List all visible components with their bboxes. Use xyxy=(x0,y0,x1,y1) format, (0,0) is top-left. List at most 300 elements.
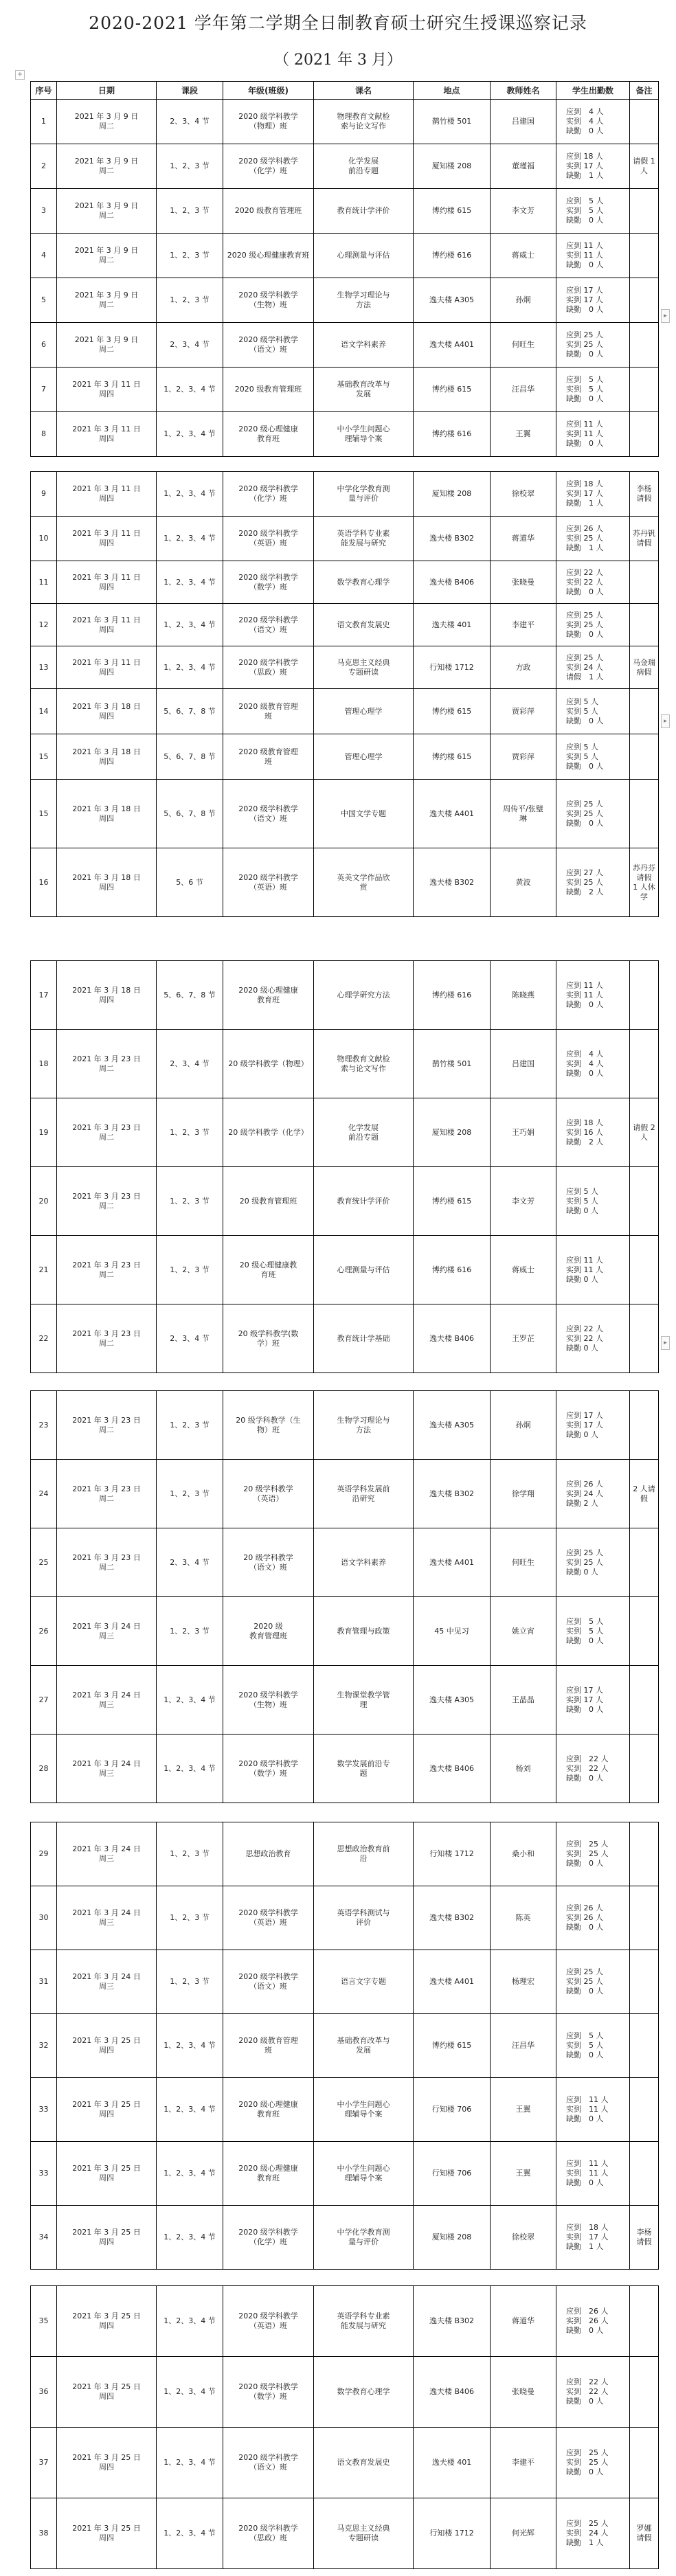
row-grade: 2020 级学科教学 （英语）班 xyxy=(223,517,314,561)
row-note xyxy=(630,368,659,412)
row-note xyxy=(630,961,659,1030)
row-period: 1、2、3 节 xyxy=(157,189,223,234)
row-note xyxy=(630,1950,659,2014)
row-period: 1、2、3 节 xyxy=(157,278,223,323)
row-teacher: 孙炯 xyxy=(491,1391,556,1460)
row-grade: 2020 级学科教学 （语文）班 xyxy=(223,780,314,848)
row-attendance: 应到 25 人 实到 25 人 缺勤 0 人 xyxy=(556,1528,630,1597)
row-course: 语文学科素养 xyxy=(314,1528,414,1597)
row-note xyxy=(630,323,659,368)
table-row xyxy=(31,1304,659,1373)
table-row xyxy=(31,1735,659,1803)
row-place: 逸夫楼 B302 xyxy=(414,848,491,917)
table-row xyxy=(31,1391,659,1460)
row-attendance: 应到 5 人 实到 5 人 缺勤 0 人 xyxy=(556,2014,630,2078)
row-note xyxy=(630,412,659,457)
row-course: 物理教育文献检 索与论文写作 xyxy=(314,100,414,144)
table-row xyxy=(31,472,659,517)
row-grade: 2020 级学科教学 （英语）班 xyxy=(223,848,314,917)
table-row xyxy=(31,189,659,234)
table-row xyxy=(31,323,659,368)
row-note xyxy=(630,1666,659,1735)
row-date: 2021 年 3 月 25 日 周四 xyxy=(57,2206,157,2270)
row-course: 语文学科素养 xyxy=(314,323,414,368)
row-date: 2021 年 3 月 18 日 周四 xyxy=(57,961,157,1030)
table-row xyxy=(31,961,659,1030)
row-period: 1、2、3 节 xyxy=(157,1460,223,1528)
row-place: 逸夫楼 B406 xyxy=(414,1735,491,1803)
row-teacher: 陈晓燕 xyxy=(491,961,556,1030)
row-course: 生物学习理论与 方法 xyxy=(314,1391,414,1460)
row-note: 苏丹钒 请假 xyxy=(630,517,659,561)
row-date: 2021 年 3 月 11 日 周四 xyxy=(57,561,157,604)
row-period: 1、2、3、4 节 xyxy=(157,561,223,604)
row-teacher: 李建平 xyxy=(491,2428,556,2498)
row-grade: 20 级学科教学(数 学）班 xyxy=(223,1304,314,1373)
row-place: 逸夫楼 401 xyxy=(414,604,491,646)
row-grade: 2020 级学科教学 （化学）班 xyxy=(223,144,314,189)
row-period: 2、3、4 节 xyxy=(157,1304,223,1373)
row-number: 33 xyxy=(31,2142,57,2206)
row-note xyxy=(630,1030,659,1098)
row-number: 26 xyxy=(31,1597,57,1666)
row-teacher: 吕建国 xyxy=(491,1030,556,1098)
row-teacher: 何光辉 xyxy=(491,2498,556,2569)
column-header: 序号 xyxy=(31,82,57,100)
row-note xyxy=(630,2142,659,2206)
row-teacher: 王翼 xyxy=(491,2078,556,2142)
side-expand-icon[interactable]: ▸ xyxy=(661,309,670,323)
table-row xyxy=(31,604,659,646)
row-date: 2021 年 3 月 23 日 周二 xyxy=(57,1098,157,1167)
row-course: 心理测量与评估 xyxy=(314,1236,414,1304)
row-period: 1、2、3、4 节 xyxy=(157,517,223,561)
row-place: 逸夫楼 A305 xyxy=(414,1666,491,1735)
row-place: 逸夫楼 B302 xyxy=(414,2286,491,2357)
table-row xyxy=(31,2428,659,2498)
row-place: 逸夫楼 A305 xyxy=(414,278,491,323)
table-header-row xyxy=(31,82,659,100)
row-teacher: 蒋道华 xyxy=(491,517,556,561)
row-course: 中国文学专题 xyxy=(314,780,414,848)
row-date: 2021 年 3 月 24 日 周三 xyxy=(57,1822,157,1886)
row-attendance: 应到 27 人 实到 25 人 缺勤 2 人 xyxy=(556,848,630,917)
row-place: 逸夫楼 401 xyxy=(414,2428,491,2498)
row-note xyxy=(630,234,659,278)
row-attendance: 应到 25 人 实到 25 人 缺勤 0 人 xyxy=(556,604,630,646)
row-teacher: 姚立宵 xyxy=(491,1597,556,1666)
row-period: 1、2、3、4 节 xyxy=(157,2428,223,2498)
row-attendance: 应到 25 人 实到 24 人 请假 1 人 xyxy=(556,646,630,689)
row-attendance: 应到 17 人 实到 17 人 缺勤 0 人 xyxy=(556,278,630,323)
table-row xyxy=(31,412,659,457)
table-row xyxy=(31,2142,659,2206)
row-course: 数学发展前沿专 题 xyxy=(314,1735,414,1803)
table-row xyxy=(31,278,659,323)
row-number: 2 xyxy=(31,144,57,189)
row-teacher: 徐学翔 xyxy=(491,1460,556,1528)
table-row xyxy=(31,1460,659,1528)
row-teacher: 李文芳 xyxy=(491,1167,556,1236)
row-grade: 2020 级学科教学 （思政）班 xyxy=(223,646,314,689)
row-period: 1、2、3、4 节 xyxy=(157,1666,223,1735)
row-period: 2、3、4 节 xyxy=(157,100,223,144)
row-number: 24 xyxy=(31,1460,57,1528)
row-attendance: 应到 22 人 实到 22 人 缺勤 0 人 xyxy=(556,1304,630,1373)
row-attendance: 应到 11 人 实到 11 人 缺勤 0 人 xyxy=(556,412,630,457)
page-title: 2020-2021 学年第二学期全日制教育硕士研究生授课巡察记录 xyxy=(89,13,587,33)
row-place: 鹊竹楼 501 xyxy=(414,1030,491,1098)
row-attendance: 应到 25 人 实到 25 人 缺勤 0 人 xyxy=(556,323,630,368)
table-row xyxy=(31,2206,659,2270)
row-teacher: 黄波 xyxy=(491,848,556,917)
row-attendance: 应到 5 人 实到 5 人 缺勤 0 人 xyxy=(556,189,630,234)
row-grade: 2020 级学科教学 （数学）班 xyxy=(223,561,314,604)
row-teacher: 何旺生 xyxy=(491,323,556,368)
row-course: 管理心理学 xyxy=(314,734,414,780)
row-note xyxy=(630,2014,659,2078)
row-attendance: 应到 26 人 实到 25 人 缺勤 1 人 xyxy=(556,517,630,561)
row-teacher: 方政 xyxy=(491,646,556,689)
row-period: 1、2、3、4 节 xyxy=(157,472,223,517)
row-grade: 2020 级学科教学 （数学）班 xyxy=(223,1735,314,1803)
row-period: 5、6、7、8 节 xyxy=(157,961,223,1030)
table-row xyxy=(31,734,659,780)
row-place: 厦知楼 208 xyxy=(414,2206,491,2270)
row-date: 2021 年 3 月 18 日 周四 xyxy=(57,689,157,734)
row-place: 行知楼 706 xyxy=(414,2078,491,2142)
row-period: 2、3、4 节 xyxy=(157,323,223,368)
row-teacher: 杨刘 xyxy=(491,1735,556,1803)
row-course: 教育统计学评价 xyxy=(314,189,414,234)
row-note xyxy=(630,689,659,734)
row-date: 2021 年 3 月 25 日 周四 xyxy=(57,2498,157,2569)
row-teacher: 贾彩萍 xyxy=(491,734,556,780)
row-attendance: 应到 11 人 实到 11 人 缺勤 0 人 xyxy=(556,2078,630,2142)
row-period: 1、2、3 节 xyxy=(157,1098,223,1167)
row-teacher: 徐校翠 xyxy=(491,2206,556,2270)
row-grade: 2020 级学科教学 （思政）班 xyxy=(223,2498,314,2569)
row-date: 2021 年 3 月 23 日 周二 xyxy=(57,1304,157,1373)
row-teacher: 陈英 xyxy=(491,1886,556,1950)
row-teacher: 张晓曼 xyxy=(491,2357,556,2428)
table-row xyxy=(31,848,659,917)
row-number: 17 xyxy=(31,961,57,1030)
row-number: 9 xyxy=(31,472,57,517)
row-grade: 2020 级学科教学 （语文）班 xyxy=(223,2428,314,2498)
row-teacher: 蒋威士 xyxy=(491,1236,556,1304)
table-row xyxy=(31,1098,659,1167)
row-grade: 2020 级学科教学 （化学）班 xyxy=(223,472,314,517)
row-place: 行知楼 1712 xyxy=(414,2498,491,2569)
row-date: 2021 年 3 月 9 日 周二 xyxy=(57,278,157,323)
row-teacher: 桑小和 xyxy=(491,1822,556,1886)
row-number: 7 xyxy=(31,368,57,412)
table-row xyxy=(31,100,659,144)
row-number: 5 xyxy=(31,278,57,323)
table-row xyxy=(31,689,659,734)
row-attendance: 应到 5 人 实到 5 人 缺勤 0 人 xyxy=(556,1597,630,1666)
row-number: 4 xyxy=(31,234,57,278)
row-teacher: 张晓曼 xyxy=(491,561,556,604)
table-move-handle-icon[interactable]: + xyxy=(15,70,25,80)
row-note xyxy=(630,1391,659,1460)
row-date: 2021 年 3 月 9 日 周二 xyxy=(57,189,157,234)
row-course: 生物课堂教学管 理 xyxy=(314,1666,414,1735)
row-attendance: 应到 17 人 实到 17 人 缺勤 0 人 xyxy=(556,1391,630,1460)
row-course: 英语学科发展前 沿研究 xyxy=(314,1460,414,1528)
row-period: 1、2、3、4 节 xyxy=(157,2078,223,2142)
row-attendance: 应到 5 人 实到 5 人 缺勤 0 人 xyxy=(556,689,630,734)
row-course: 基础教育改革与 发展 xyxy=(314,368,414,412)
row-number: 28 xyxy=(31,1735,57,1803)
row-attendance: 应到 25 人 实到 24 人 缺勤 1 人 xyxy=(556,2498,630,2569)
row-date: 2021 年 3 月 25 日 周四 xyxy=(57,2428,157,2498)
row-course: 英语学科专业素 能发展与研究 xyxy=(314,2286,414,2357)
row-place: 博约楼 615 xyxy=(414,2014,491,2078)
table-row xyxy=(31,1950,659,2014)
row-note xyxy=(630,1886,659,1950)
side-expand-icon[interactable]: ▸ xyxy=(661,714,670,728)
row-place: 厦知楼 208 xyxy=(414,1098,491,1167)
table-row xyxy=(31,2078,659,2142)
row-number: 34 xyxy=(31,2206,57,2270)
record-table-section xyxy=(30,960,659,1373)
page-subtitle: （ 2021 年 3 月） xyxy=(274,52,402,69)
row-number: 29 xyxy=(31,1822,57,1886)
row-grade: 2020 级心理健康 教育班 xyxy=(223,2142,314,2206)
row-date: 2021 年 3 月 23 日 周二 xyxy=(57,1391,157,1460)
record-table-section xyxy=(30,1822,659,2270)
row-period: 1、2、3 节 xyxy=(157,1236,223,1304)
row-course: 数学教育心理学 xyxy=(314,561,414,604)
row-number: 30 xyxy=(31,1886,57,1950)
row-grade: 2020 级心理健康 教育班 xyxy=(223,412,314,457)
row-date: 2021 年 3 月 18 日 周四 xyxy=(57,780,157,848)
row-date: 2021 年 3 月 9 日 周二 xyxy=(57,100,157,144)
row-grade: 2020 级学科教学 （语文）班 xyxy=(223,604,314,646)
column-header: 年级(班级) xyxy=(223,82,314,100)
row-period: 1、2、3 节 xyxy=(157,1822,223,1886)
row-period: 1、2、3、4 节 xyxy=(157,2498,223,2569)
row-number: 23 xyxy=(31,1391,57,1460)
row-number: 35 xyxy=(31,2286,57,2357)
row-place: 逸夫楼 A401 xyxy=(414,1528,491,1597)
row-period: 2、3、4 节 xyxy=(157,1528,223,1597)
row-grade: 2020 级学科教学 （生物）班 xyxy=(223,278,314,323)
row-note: 苏丹芬请假 1 人休学 xyxy=(630,848,659,917)
row-place: 45 中见习 xyxy=(414,1597,491,1666)
row-note xyxy=(630,1167,659,1236)
row-place: 博约楼 615 xyxy=(414,734,491,780)
row-teacher: 杨理宏 xyxy=(491,1950,556,2014)
row-course: 语言文字专题 xyxy=(314,1950,414,2014)
row-attendance: 应到 5 人 实到 5 人 缺勤 0 人 xyxy=(556,368,630,412)
row-number: 15 xyxy=(31,780,57,848)
side-expand-icon[interactable]: ▸ xyxy=(661,1336,670,1350)
row-course: 马克思主义经典 专题研读 xyxy=(314,646,414,689)
row-period: 5、6、7、8 节 xyxy=(157,734,223,780)
row-place: 逸夫楼 B406 xyxy=(414,1304,491,1373)
row-number: 12 xyxy=(31,604,57,646)
row-course: 语文教育发展史 xyxy=(314,2428,414,2498)
row-teacher: 王巧娟 xyxy=(491,1098,556,1167)
row-period: 5、6、7、8 节 xyxy=(157,780,223,848)
row-grade: 2020 级心理健康教育班 xyxy=(223,234,314,278)
row-place: 逸夫楼 B302 xyxy=(414,1460,491,1528)
row-teacher: 徐校翠 xyxy=(491,472,556,517)
row-period: 1、2、3 节 xyxy=(157,1597,223,1666)
row-teacher: 董瑾福 xyxy=(491,144,556,189)
row-date: 2021 年 3 月 24 日 周三 xyxy=(57,1666,157,1735)
row-attendance: 应到 26 人 实到 24 人 缺勤 2 人 xyxy=(556,1460,630,1528)
row-course: 心理学研究方法 xyxy=(314,961,414,1030)
row-note xyxy=(630,2428,659,2498)
table-row xyxy=(31,1167,659,1236)
row-period: 1、2、3 节 xyxy=(157,144,223,189)
table-row xyxy=(31,2286,659,2357)
record-table-section xyxy=(30,81,659,457)
row-grade: 20 级学科教学（物理） xyxy=(223,1030,314,1098)
row-number: 31 xyxy=(31,1950,57,2014)
row-date: 2021 年 3 月 24 日 周三 xyxy=(57,1886,157,1950)
row-date: 2021 年 3 月 9 日 周二 xyxy=(57,323,157,368)
row-number: 19 xyxy=(31,1098,57,1167)
row-number: 3 xyxy=(31,189,57,234)
row-attendance: 应到 17 人 实到 17 人 缺勤 0 人 xyxy=(556,1666,630,1735)
row-grade: 20 级心理健康教 育班 xyxy=(223,1236,314,1304)
row-teacher: 王罗芷 xyxy=(491,1304,556,1373)
row-note xyxy=(630,1236,659,1304)
row-grade: 2020 级学科教学 （生物）班 xyxy=(223,1666,314,1735)
table-row xyxy=(31,1886,659,1950)
row-place: 逸夫楼 B406 xyxy=(414,561,491,604)
column-header: 课名 xyxy=(314,82,414,100)
row-date: 2021 年 3 月 11 日 周四 xyxy=(57,412,157,457)
row-date: 2021 年 3 月 25 日 周四 xyxy=(57,2142,157,2206)
row-course: 中学化学教育测 量与评价 xyxy=(314,2206,414,2270)
row-attendance: 应到 18 人 实到 17 人 缺勤 1 人 xyxy=(556,472,630,517)
row-teacher: 汪昌华 xyxy=(491,2014,556,2078)
record-table-section xyxy=(30,2285,659,2569)
row-number: 37 xyxy=(31,2428,57,2498)
row-number: 14 xyxy=(31,689,57,734)
row-course: 语文教育发展史 xyxy=(314,604,414,646)
row-note xyxy=(630,1528,659,1597)
table-row xyxy=(31,1597,659,1666)
row-teacher: 王翼 xyxy=(491,412,556,457)
row-attendance: 应到 5 人 实到 5 人 缺勤 0 人 xyxy=(556,734,630,780)
row-place: 厦知楼 208 xyxy=(414,472,491,517)
row-grade: 2020 级学科教学 （英语）班 xyxy=(223,2286,314,2357)
row-number: 32 xyxy=(31,2014,57,2078)
row-teacher: 吕建国 xyxy=(491,100,556,144)
row-note: 请假 1 人 xyxy=(630,144,659,189)
row-period: 2、3、4 节 xyxy=(157,1030,223,1098)
row-grade: 2020 级 教育管理班 xyxy=(223,1597,314,1666)
row-date: 2021 年 3 月 25 日 周四 xyxy=(57,2357,157,2428)
row-attendance: 应到 25 人 实到 25 人 缺勤 0 人 xyxy=(556,1822,630,1886)
row-attendance: 应到 11 人 实到 11 人 缺勤 0 人 xyxy=(556,234,630,278)
row-attendance: 应到 22 人 实到 22 人 缺勤 0 人 xyxy=(556,1735,630,1803)
row-number: 8 xyxy=(31,412,57,457)
row-period: 1、2、3、4 节 xyxy=(157,2014,223,2078)
table-row xyxy=(31,646,659,689)
row-course: 中小学生问题心 理辅导个案 xyxy=(314,2078,414,2142)
row-grade: 2020 级教育管理班 xyxy=(223,189,314,234)
row-note xyxy=(630,1597,659,1666)
row-grade: 20 级教育管理班 xyxy=(223,1167,314,1236)
row-period: 5、6 节 xyxy=(157,848,223,917)
row-attendance: 应到 5 人 实到 5 人 缺勤 0 人 xyxy=(556,1167,630,1236)
row-course: 英美文学作品欣 赏 xyxy=(314,848,414,917)
row-course: 教育统计学评价 xyxy=(314,1167,414,1236)
table-row xyxy=(31,1236,659,1304)
table-row xyxy=(31,517,659,561)
row-date: 2021 年 3 月 11 日 周四 xyxy=(57,646,157,689)
row-note xyxy=(630,2078,659,2142)
row-date: 2021 年 3 月 11 日 周四 xyxy=(57,368,157,412)
row-place: 博约楼 615 xyxy=(414,189,491,234)
row-place: 逸夫楼 A401 xyxy=(414,1950,491,2014)
row-teacher: 孙炯 xyxy=(491,278,556,323)
row-course: 数学教育心理学 xyxy=(314,2357,414,2428)
table-row xyxy=(31,561,659,604)
row-place: 厦知楼 208 xyxy=(414,144,491,189)
row-place: 行知楼 706 xyxy=(414,2142,491,2206)
row-note: 李杨 请假 xyxy=(630,472,659,517)
row-date: 2021 年 3 月 23 日 周二 xyxy=(57,1167,157,1236)
row-grade: 思想政治教育 xyxy=(223,1822,314,1886)
row-date: 2021 年 3 月 11 日 周四 xyxy=(57,604,157,646)
row-period: 1、2、3、4 节 xyxy=(157,368,223,412)
row-grade: 2020 级心理健康 教育班 xyxy=(223,961,314,1030)
row-note xyxy=(630,734,659,780)
row-date: 2021 年 3 月 9 日 周二 xyxy=(57,144,157,189)
row-attendance: 应到 4 人 实到 4 人 缺勤 0 人 xyxy=(556,100,630,144)
row-note xyxy=(630,780,659,848)
row-teacher: 王晶晶 xyxy=(491,1666,556,1735)
row-course: 心理测量与评估 xyxy=(314,234,414,278)
table-row xyxy=(31,2357,659,2428)
row-course: 生物学习理论与 方法 xyxy=(314,278,414,323)
row-note: 请假 2 人 xyxy=(630,1098,659,1167)
row-attendance: 应到 11 人 实到 11 人 缺勤 0 人 xyxy=(556,961,630,1030)
row-grade: 2020 级教育管理 班 xyxy=(223,689,314,734)
row-place: 逸夫楼 A401 xyxy=(414,323,491,368)
row-period: 1、2、3、4 节 xyxy=(157,2357,223,2428)
row-attendance: 应到 25 人 实到 25 人 缺勤 0 人 xyxy=(556,1950,630,2014)
column-header: 教师姓名 xyxy=(491,82,556,100)
row-period: 1、2、3 节 xyxy=(157,1391,223,1460)
row-attendance: 应到 18 人 实到 17 人 缺勤 1 人 xyxy=(556,144,630,189)
column-header: 备注 xyxy=(630,82,659,100)
row-attendance: 应到 11 人 实到 11 人 缺勤 0 人 xyxy=(556,2142,630,2206)
row-teacher: 周传平/张璧 琳 xyxy=(491,780,556,848)
row-number: 15 xyxy=(31,734,57,780)
row-period: 1、2、3、4 节 xyxy=(157,412,223,457)
row-note: 马金瑞 病假 xyxy=(630,646,659,689)
column-header: 课段 xyxy=(157,82,223,100)
row-attendance: 应到 18 人 实到 16 人 缺勤 2 人 xyxy=(556,1098,630,1167)
row-note xyxy=(630,1304,659,1373)
row-date: 2021 年 3 月 23 日 周二 xyxy=(57,1030,157,1098)
row-number: 10 xyxy=(31,517,57,561)
row-teacher: 李建平 xyxy=(491,604,556,646)
row-attendance: 应到 4 人 实到 4 人 缺勤 0 人 xyxy=(556,1030,630,1098)
row-number: 13 xyxy=(31,646,57,689)
row-attendance: 应到 26 人 实到 26 人 缺勤 0 人 xyxy=(556,2286,630,2357)
